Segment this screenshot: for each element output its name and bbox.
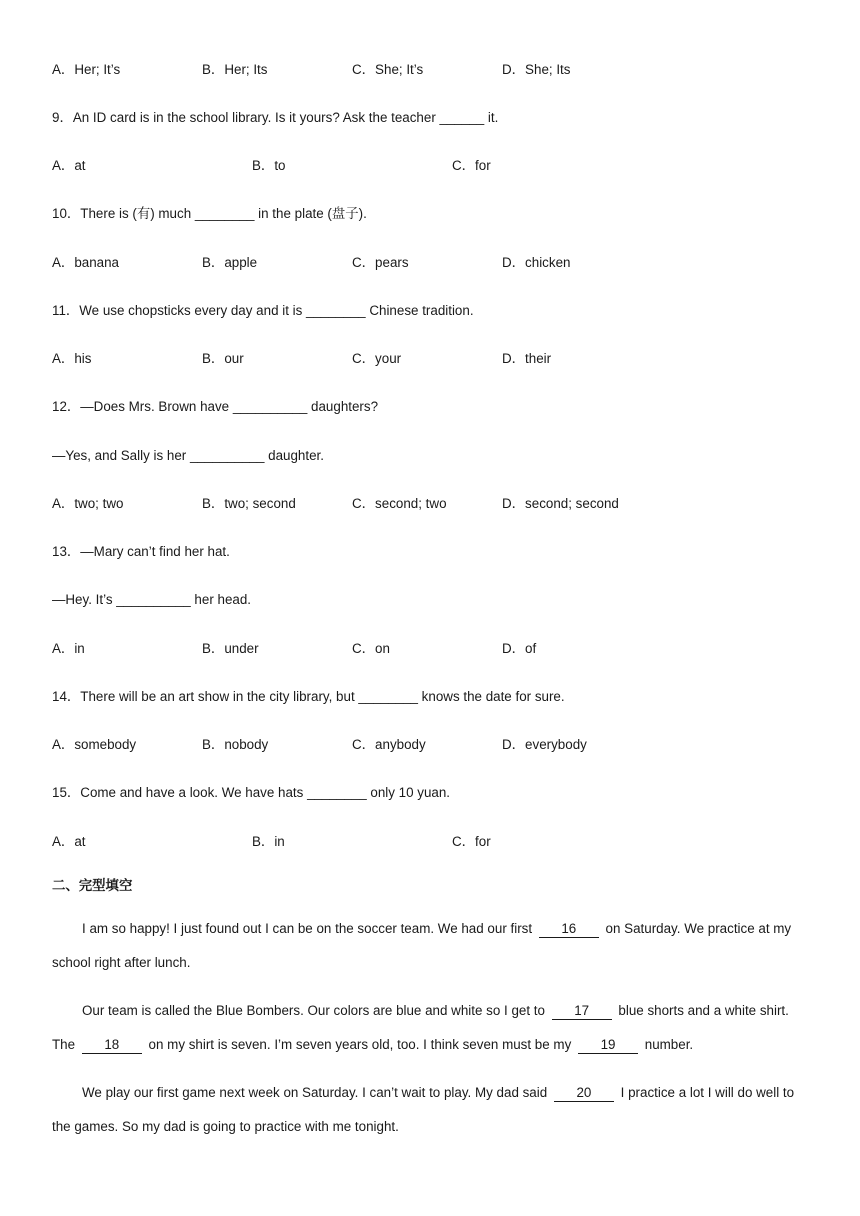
q13-question: 13．—Mary can’t find her hat. (52, 544, 230, 559)
q15-option-c[interactable]: C．for (452, 834, 491, 849)
q10-option-c[interactable]: C．pears (352, 255, 409, 270)
passage-text: on my shirt is seven. I’m seven years old, too. I think seven must be my (148, 1037, 572, 1052)
q11-option-a[interactable]: A．his (52, 351, 92, 366)
q9-question: 9．An ID card is in the school library. Is it yours? Ask the teacher ______ it. (52, 110, 499, 125)
q10-option-b[interactable]: B．apple (202, 255, 258, 270)
q13-option-c[interactable]: C．on (352, 641, 390, 656)
q11-option-b[interactable]: B．our (202, 351, 244, 366)
q8-option-b[interactable]: B．Her; Its (202, 62, 268, 77)
q10-option-d[interactable]: D．chicken (502, 255, 571, 270)
q12-option-a[interactable]: A．two; two (52, 496, 124, 511)
q14-option-a[interactable]: A．somebody (52, 737, 137, 752)
q12-question: 12．—Does Mrs. Brown have __________ daughters? (52, 399, 379, 414)
q9-option-a[interactable]: A．at (52, 158, 86, 173)
passage-text: We play our first game next week on Saturday. I can’t wait to play. My dad said (82, 1085, 548, 1100)
passage-paragraph-1 (52, 912, 812, 980)
q12-option-c[interactable]: C．second; two (352, 496, 447, 511)
blank-19[interactable]: 19 (578, 1037, 638, 1054)
blank-16[interactable]: 16 (539, 921, 599, 938)
q15-option-b[interactable]: B．in (252, 834, 285, 849)
passage-text: number. (644, 1037, 694, 1052)
q13-option-b[interactable]: B．under (202, 641, 259, 656)
q11-option-d[interactable]: D．their (502, 351, 552, 366)
q14-question: 14．There will be an art show in the city library, but ________ knows the date for sure. (52, 689, 565, 704)
section-title: 二、完型填空 (52, 878, 133, 893)
q11-option-c[interactable]: C．your (352, 351, 402, 366)
q13-option-d[interactable]: D．of (502, 641, 537, 656)
q9-option-c[interactable]: C．for (452, 158, 491, 173)
passage-text: I am so happy! I just found out I can be on the soccer team. We had our first (82, 921, 533, 936)
blank-17[interactable]: 17 (552, 1003, 612, 1020)
q12-option-b[interactable]: B．two; second (202, 496, 296, 511)
passage-paragraph-2 (52, 994, 812, 1062)
q14-option-b[interactable]: B．nobody (202, 737, 269, 752)
q14-option-c[interactable]: C．anybody (352, 737, 426, 752)
passage-text: blue shorts and a white shirt. The (52, 1003, 789, 1052)
q10-option-a[interactable]: A．banana (52, 255, 120, 270)
q12-response: —Yes, and Sally is her __________ daughter. (52, 448, 324, 463)
passage-text: Our team is called the Blue Bombers. Our colors are blue and white so I get to (82, 1003, 545, 1018)
q13-option-a[interactable]: A．in (52, 641, 85, 656)
q8-option-c[interactable]: C．She; It’s (352, 62, 424, 77)
q11-question: 11．We use chopsticks every day and it is ________ Chinese tradition. (52, 303, 474, 318)
blank-20[interactable]: 20 (554, 1085, 614, 1102)
blank-18[interactable]: 18 (82, 1037, 142, 1054)
q13-response: —Hey. It’s __________ her head. (52, 592, 252, 607)
q14-option-d[interactable]: D．everybody (502, 737, 587, 752)
passage-text: on Saturday. We practice at my school right after lunch. (52, 921, 792, 970)
passage-paragraph-3 (52, 1076, 812, 1144)
passage-text: I practice a lot I will do well to the games. So my dad is going to practice with me tonight. (52, 1085, 795, 1134)
q8-option-d[interactable]: D．She; Its (502, 62, 571, 77)
q15-option-a[interactable]: A．at (52, 834, 86, 849)
q9-option-b[interactable]: B．to (252, 158, 286, 173)
q12-option-d[interactable]: D．second; second (502, 496, 619, 511)
q8-option-a[interactable]: A．Her; It’s (52, 62, 121, 77)
q15-question: 15．Come and have a look. We have hats ________ only 10 yuan. (52, 785, 451, 800)
q10-question: 10．There is (有) much ________ in the plate (盘子). (52, 206, 367, 221)
